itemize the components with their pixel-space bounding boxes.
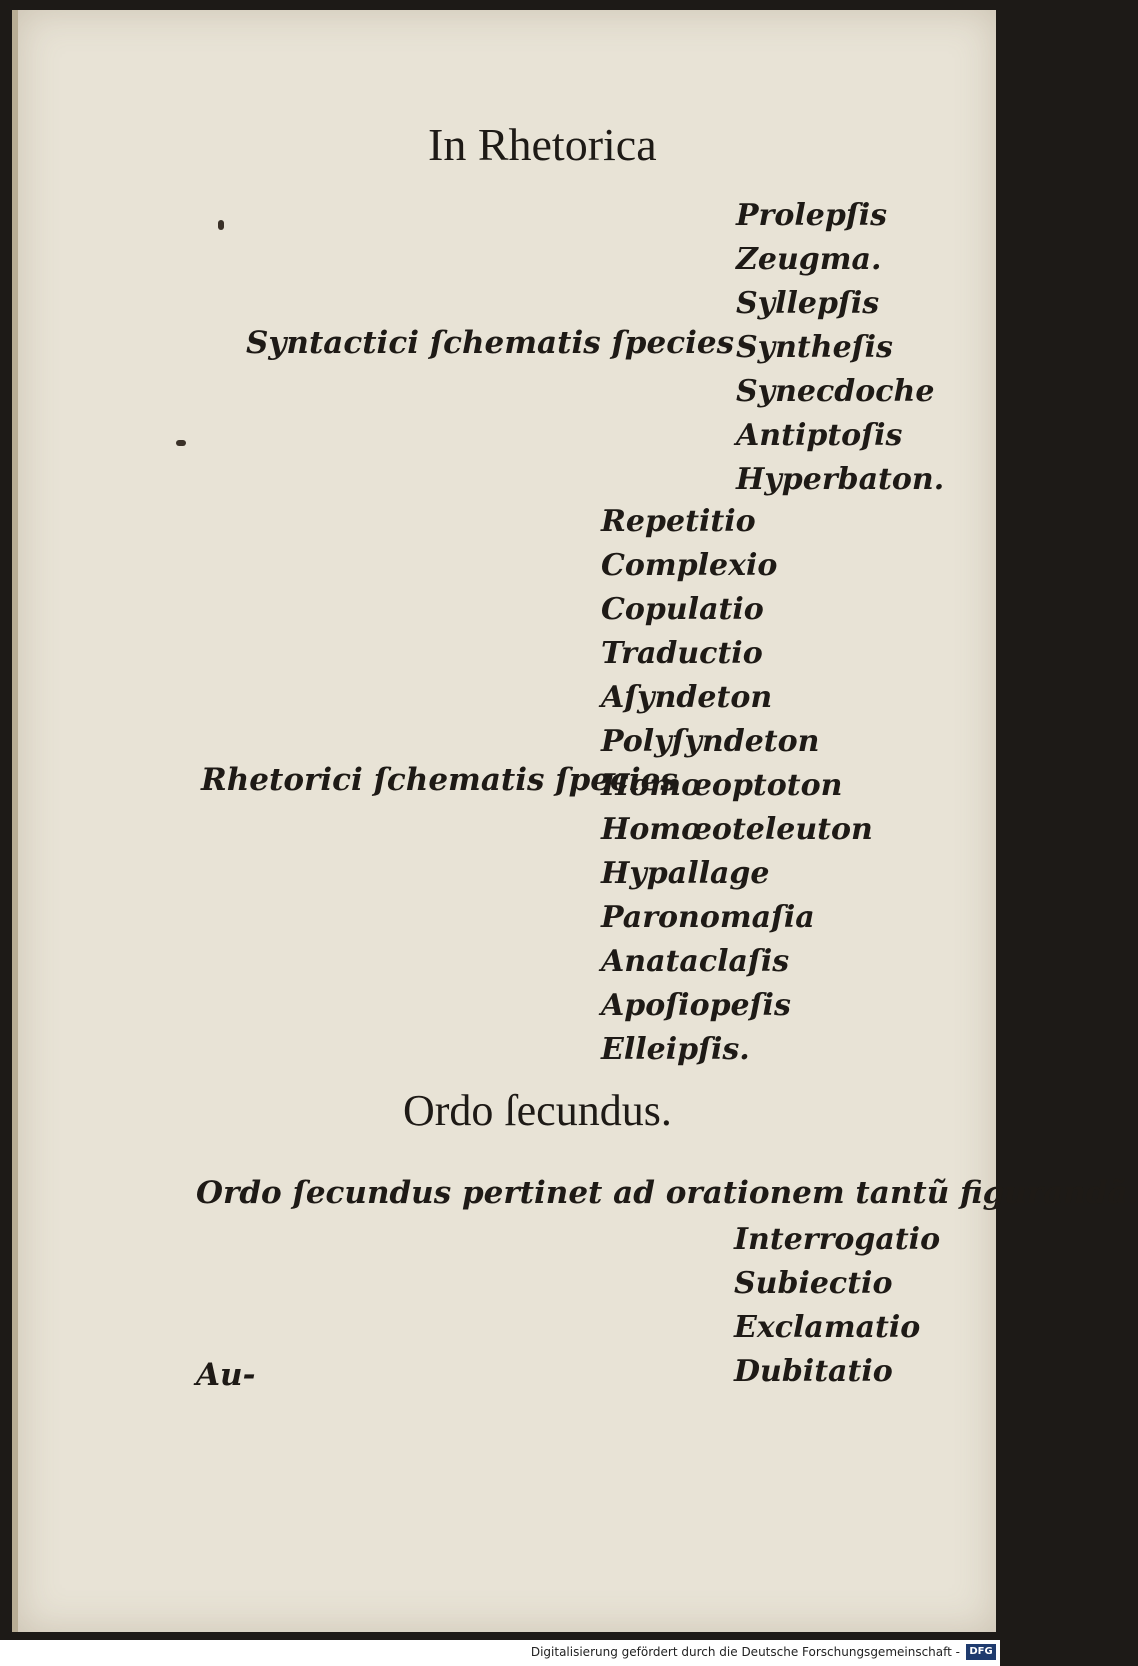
catchword: Au-: [196, 1357, 256, 1393]
syntactic-term: Syllepſis: [736, 286, 880, 321]
rhetorical-term: Aſyndeton: [601, 680, 773, 715]
syntactic-term: Prolepſis: [736, 198, 888, 233]
ink-speck: [218, 220, 224, 230]
section-heading: Ordo ſecundus.: [403, 1086, 672, 1135]
syntactic-label: Syntactici ſchematis ſpecies: [246, 325, 735, 361]
rhetorical-term: Homœoptoton: [601, 768, 843, 803]
rhetorical-term: Repetitio: [601, 504, 756, 539]
rhetorical-term: Paronomaſia: [601, 900, 815, 935]
footer-credit: Digitalisierung gefördert durch die Deutsche Forschungsgemeinschaft -: [530, 1645, 960, 1659]
ordo-term: Subiectio: [734, 1266, 893, 1301]
ordo-term: Dubitatio: [734, 1354, 893, 1389]
rhetorical-term: Apoſiopeſis: [601, 988, 791, 1023]
syntactic-term: Syntheſis: [736, 330, 893, 365]
syntactic-term: Synecdoche: [736, 374, 935, 409]
rhetorical-term: Copulatio: [601, 592, 764, 627]
book-page: [12, 10, 1138, 1632]
rhetorical-label: Rhetorici ſchematis ſpecies: [201, 762, 678, 798]
rhetorical-term: Homœoteleuton: [601, 812, 873, 847]
page-header: In Rhetorica: [428, 119, 657, 170]
rhetorical-term: Complexio: [601, 548, 778, 583]
rhetorical-term: Elleipſis.: [601, 1032, 750, 1067]
syntactic-term: Antiptoſis: [736, 418, 903, 453]
ink-speck: [176, 440, 186, 446]
ordo-sentence: Ordo ſecundus pertinet ad orationem tantũ figurandã.: [196, 1175, 1138, 1211]
syntactic-term: Hyperbaton.: [736, 462, 945, 497]
dfg-logo-icon: DFG: [966, 1644, 996, 1660]
ordo-term: Exclamatio: [734, 1310, 921, 1345]
rhetorical-term: Anataclaſis: [601, 944, 790, 979]
syntactic-term: Zeugma.: [736, 242, 882, 277]
rhetorical-term: Hypallage: [601, 856, 770, 891]
rhetorical-term: Polyſyndeton: [601, 724, 820, 759]
footer-bar: [0, 1640, 1000, 1666]
rhetorical-term: Traductio: [601, 636, 763, 671]
ordo-term: Interrogatio: [734, 1222, 941, 1257]
